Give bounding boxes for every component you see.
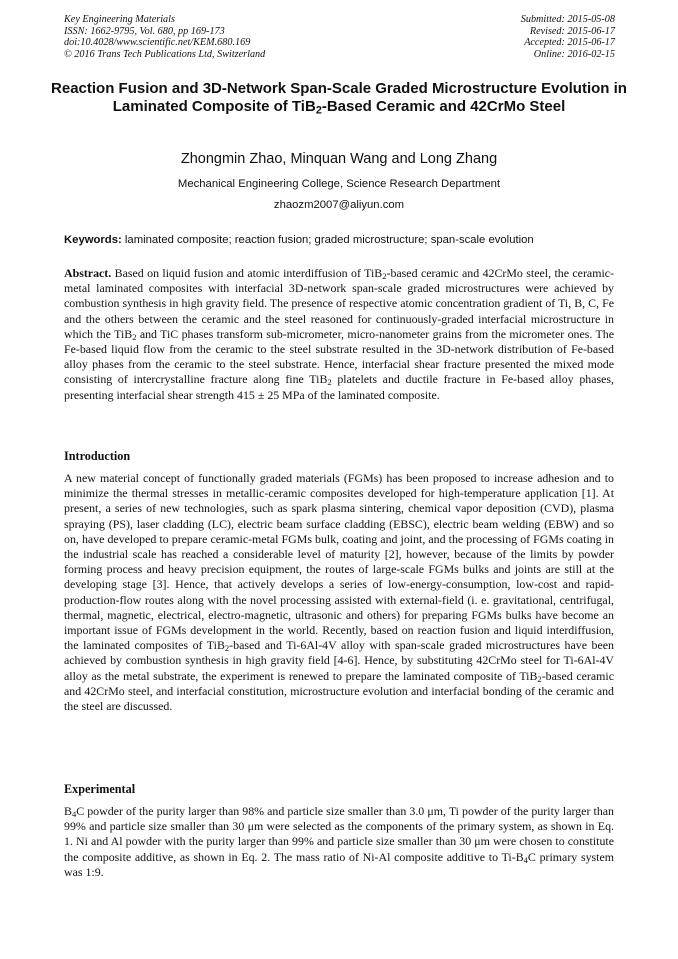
abstract: Abstract. Based on liquid fusion and atomic interdiffusion of TiB$_2$-based ceramic and 42CrMo steel, the ceramic-metal laminated composites with interfacial 3D-network span-scale graded microstructures were achieved by combustion synthesis in high gravity field. The presence of respective atomic concentration gradient of Ti, B, C, Fe and the others between the ceramic and the steel reasoned for continuously-graded interfacial microstructure in which the TiB$_2$ and TiC phases transform sub-micrometer, micro-nanometer grains from the micrometer ones. The Fe-based liquid flow from the ceramic to the steel substrate resulted in the 3D-network distribution of Fe-based alloy phases from the ceramic to the steel substrate. Hence, interfacial shear fracture presented the mixed mode consisting of intercrystalline fracture along fine TiB$_2$ platelets and ductile fracture in Fe-based alloy phases, presenting interfacial shear strength 415 ± 25 MPa of the laminated composite. — [64, 266, 614, 402]
author-list: Zhongmin Zhao, Minquan Wang and Long Zhang — [180, 151, 498, 167]
keywords-label: Keywords: — [64, 234, 122, 246]
submitted-date: Submitted: 2015-05-08 — [520, 14, 615, 25]
affiliation: Mechanical Engineering College, Science Research Department — [177, 178, 501, 190]
keywords-text: laminated composite; reaction fusion; graded microstructure; span-scale evolution — [124, 234, 534, 246]
abstract-label: Abstract. — [64, 266, 112, 280]
author-email: zhaozm2007@aliyun.com — [273, 199, 405, 211]
publication-dates — [521, 14, 615, 60]
revised-date: Revised: 2015-06-17 — [529, 25, 615, 37]
experimental-paragraph: $B_4C$ powder of the purity larger than 98% and particle size smaller than 3.0 μm, Ti powder of the purity larger than 99% and particle size smaller than 30 μm were selected as the components of the primary system, as shown in Eq. 1. Ni and Al powder with the purity larger than 99% and particle size smaller than 30 μm were chosen to constitute the composite additive, as shown in Eq. 2. The mass ratio of Ni-Al composite additive to $Ti-B_4C$ primary system was 1:9. — [64, 804, 615, 879]
doi-line: doi:10.4028/www.scientific.net/KEM.680.169 — [64, 37, 251, 49]
online-date: Online: 2016-02-15 — [533, 48, 615, 60]
section-heading-experimental: Experimental — [64, 782, 136, 796]
journal-name: Key Engineering Materials — [64, 14, 175, 25]
author-name: Minquan Wang — [290, 151, 388, 167]
issn-line: ISSN: 1662-9795, Vol. 680, pp 169-173 — [64, 25, 225, 37]
section-heading-introduction: Introduction — [64, 449, 131, 463]
paper-title: Reaction Fusion and 3D-Network Span-Scale Graded Microstructure Evolution in Laminated Composite of TiB$_2$-Based Ceramic and 42CrMo Steel — [51, 80, 627, 117]
keywords — [64, 233, 624, 247]
journal-info — [64, 14, 265, 60]
accepted-date: Accepted: 2015-06-17 — [524, 37, 615, 49]
copyright-line: © 2016 Trans Tech Publications Ltd, Switzerland — [64, 48, 266, 60]
introduction-paragraph: A new material concept of functionally graded materials (FGMs) has been proposed to increase adhesion and to minimize the thermal stresses in metallic-ceramic composites developed for high-temperature application [1]. At present, a series of new technologies, such as spark plasma sintering, chemical vapor deposition (CVD), plasma spraying (PS), laser cladding (LC), electric beam surface cladding (EBSC), electric beam welding (EBW) and so on, have developed to prepare ceramic-metal FGMs bulk, coating and joint, and the processing of FGMs coating in the industrial scale has reached a considerable level of maturity [2], however, because of the limits by powder forming process and heavy precision equipment, the routes of large-scale FGMs bulks and joints are still at the developing stage [3]. Hence, that actively develops a series of low-energy-consumption, low-cost and rapid-production-flow routes along with the novel processing assisted with external-field (i. e. gravitational, centrifugal, thermal, magnetic, electrical, electro-magnetic, ultrasonic and others) for preparing FGMs bulks have become an important issue of FGMs development in the world. Recently, based on reaction fusion and liquid interdiffusion, the laminated composites of TiB$_2$-based and Ti-6Al-4V alloy with span-scale graded microstructures have been achieved by combustion synthesis in high gravity field [4-6]. Hence, by substituting 42CrMo steel for Ti-6Al-4V alloy as the metal substrate, the experiment is renewed to prepare the laminated composite of TiB$_2$-based ceramic and 42CrMo steel, and interfacial constitution, microstructure evolution and interfacial bonding of the ceramic and the steel are discussed. — [64, 471, 614, 714]
author-name: Zhongmin Zhao — [180, 151, 283, 167]
author-name: Long Zhang — [419, 151, 498, 167]
